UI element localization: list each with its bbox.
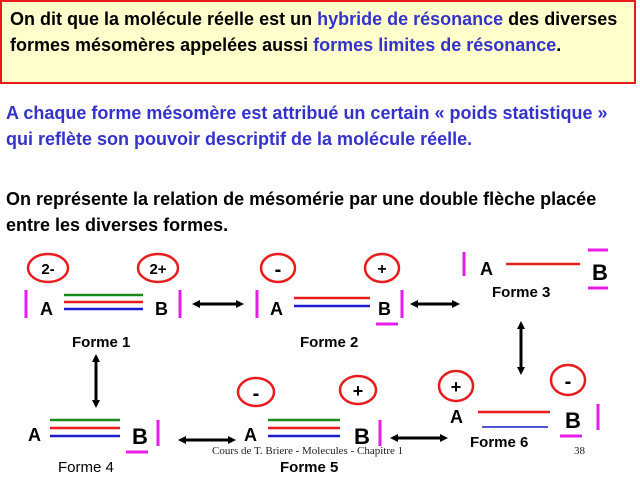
intro-text-3: . — [556, 35, 562, 55]
forme-3 — [464, 250, 608, 301]
forme-label: Forme 5 — [280, 459, 339, 476]
atom-a: A — [28, 425, 41, 445]
forme-label: Forme 3 — [492, 284, 551, 301]
charge-b: - — [564, 371, 572, 393]
atom-a: A — [244, 425, 257, 445]
forme-label: Forme 2 — [300, 334, 359, 351]
page-number: 38 — [574, 445, 585, 457]
charge-b: + — [377, 261, 387, 278]
forme-label: Forme 1 — [72, 334, 131, 351]
forme-label: Forme 4 — [58, 459, 114, 476]
charge-a: 2- — [41, 261, 55, 278]
intro-text-1: On dit que la molécule réelle est un — [10, 9, 318, 29]
forme-5 — [238, 376, 380, 476]
forme-1 — [26, 254, 180, 351]
atom-b: B — [378, 299, 391, 319]
charge-a: - — [252, 383, 260, 405]
atom-a: A — [480, 259, 493, 279]
intro-highlight-hybride: hybride de résonance — [317, 9, 504, 29]
paragraph-poids-statistique: A chaque forme mésomère est attribué un certain « poids statistique » qui reflète son pouvoir descriptif de la molécule réelle. — [6, 103, 608, 149]
charge-b: + — [352, 381, 364, 401]
atom-b: B — [132, 424, 148, 449]
atom-b: B — [592, 260, 608, 285]
intro-text-2: des diverses formes mésomères appelées aussi — [10, 9, 618, 55]
forme-4 — [28, 420, 158, 476]
intro-highlight-formes: formes limites de résonance — [313, 35, 557, 55]
footer-text: Cours de T. Briere - Molecules - Chapitre 1 — [212, 445, 404, 457]
forme-2 — [257, 254, 402, 351]
atom-b: B — [565, 408, 581, 433]
atom-b: B — [354, 424, 370, 449]
paragraph-double-fleche: On représente la relation de mésomérie par une double flèche placée entre les diverses formes. — [6, 189, 597, 235]
forme-label: Forme 6 — [470, 434, 529, 451]
charge-a: + — [450, 377, 462, 397]
forme-6 — [439, 365, 598, 451]
atom-b: B — [155, 299, 168, 319]
charge-a: - — [274, 259, 282, 281]
atom-a: A — [450, 407, 463, 427]
atom-a: A — [270, 299, 283, 319]
atom-a: A — [40, 299, 53, 319]
charge-b: 2+ — [149, 261, 167, 278]
